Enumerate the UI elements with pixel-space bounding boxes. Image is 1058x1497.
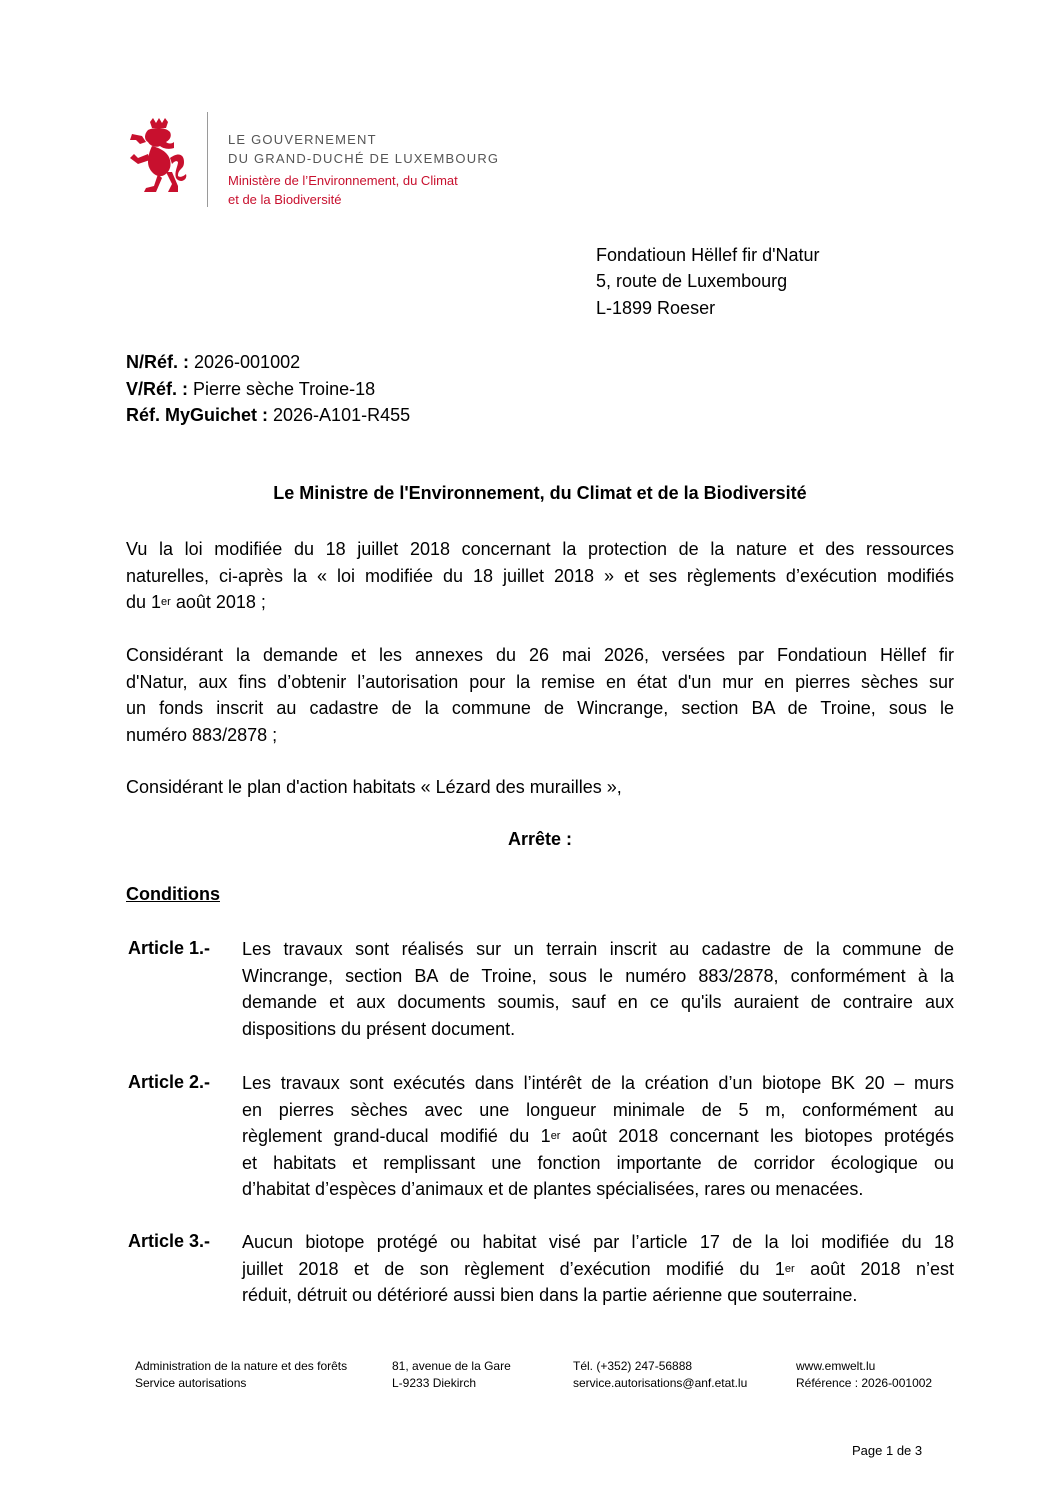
ministry-line-2: et de la Biodiversité <box>228 192 342 207</box>
header-divider <box>207 112 208 207</box>
article-3-label: Article 3.- <box>128 1231 211 1251</box>
our-reference: N/Réf. : 2026-001002 <box>126 352 301 372</box>
footer-administration: Administration de la nature et des forêts Service autorisations <box>135 1359 348 1390</box>
page-number: Page 1 de 3 <box>852 1443 923 1458</box>
article-3-text: Aucun biotope protégé ou habitat visé par l’article 17 de la loi modifiée du 18 juillet 2018 et de son règlement d’exécution modifié du 1er août 2018 n’est réduit, détruit ou détérioré aussi bien dans la partie aérienne que souterraine. <box>242 1232 954 1305</box>
article-2-label: Article 2.- <box>128 1072 211 1092</box>
footer-website-reference: www.emwelt.lu Référence : 2026-001002 <box>796 1359 933 1390</box>
conditions-heading: Conditions <box>126 884 220 904</box>
article-1-label: Article 1.- <box>128 938 211 958</box>
article-2-text: Les travaux sont exécutés dans l’intérêt de la création d’un biotope BK 20 – murs en pierres sèches avec une longueur minimale de 5 m, conformément au règlement grand-ducal modifié du 1er août 2018 concernant les biotopes protégés et habitats et remplissant une fonction importante de corridor écologique ou d’habitat d’espèces d’animaux et de plantes spécialisées, rares ou menacées. <box>242 1073 954 1199</box>
document-title: Le Ministre de l'Environnement, du Climat et de la Biodiversité <box>273 483 807 503</box>
government-line-1: LE GOUVERNEMENT <box>228 132 377 147</box>
paragraph-considerant-plan: Considérant le plan d'action habitats « Lézard des murailles », <box>126 777 622 797</box>
footer-address: 81, avenue de la Gare L-9233 Diekirch <box>392 1359 511 1390</box>
footer-contact: Tél. (+352) 247-56888 service.autorisations@anf.etat.lu <box>573 1359 748 1390</box>
ministry-line-1: Ministère de l’Environnement, du Climat <box>228 173 458 188</box>
decree-heading: Arrête : <box>507 829 573 849</box>
recipient-name: Fondatioun Hëllef fir d'Natur <box>596 245 820 265</box>
article-1-text: Les travaux sont réalisés sur un terrain inscrit au cadastre de la commune de Wincrange, section BA de Troine, sous le numéro 883/2878, conformément à la demande et aux documents soumis, sauf en ce qu'ils auraient de contraire aux dispositions du présent document. <box>242 939 954 1039</box>
paragraph-vu: Vu la loi modifiée du 18 juillet 2018 concernant la protection de la nature et des ressources naturelles, ci-après la « loi modifiée du 18 juillet 2018 » et ses règlements d’exécution modifiés du 1er août 2018 ; <box>126 539 954 612</box>
your-reference: V/Réf. : Pierre sèche Troine-18 <box>126 379 376 399</box>
recipient-street: 5, route de Luxembourg <box>596 271 788 291</box>
recipient-city: L-1899 Roeser <box>596 298 716 318</box>
red-lion-icon <box>128 118 190 198</box>
myguichet-reference: Réf. MyGuichet : 2026-A101-R455 <box>126 405 411 425</box>
paragraph-considerant-demande: Considérant la demande et les annexes du 26 mai 2026, versées par Fondatioun Hëllef fir d'Natur, aux fins d’obtenir l’autorisation pour la remise en état d'un mur en pierres sèches sur un fonds inscrit au cadastre de la commune de Wincrange, section BA de Troine, sous le numéro 883/2878 ; <box>126 645 954 745</box>
government-line-2: DU GRAND-DUCHÉ DE LUXEMBOURG <box>228 151 500 166</box>
